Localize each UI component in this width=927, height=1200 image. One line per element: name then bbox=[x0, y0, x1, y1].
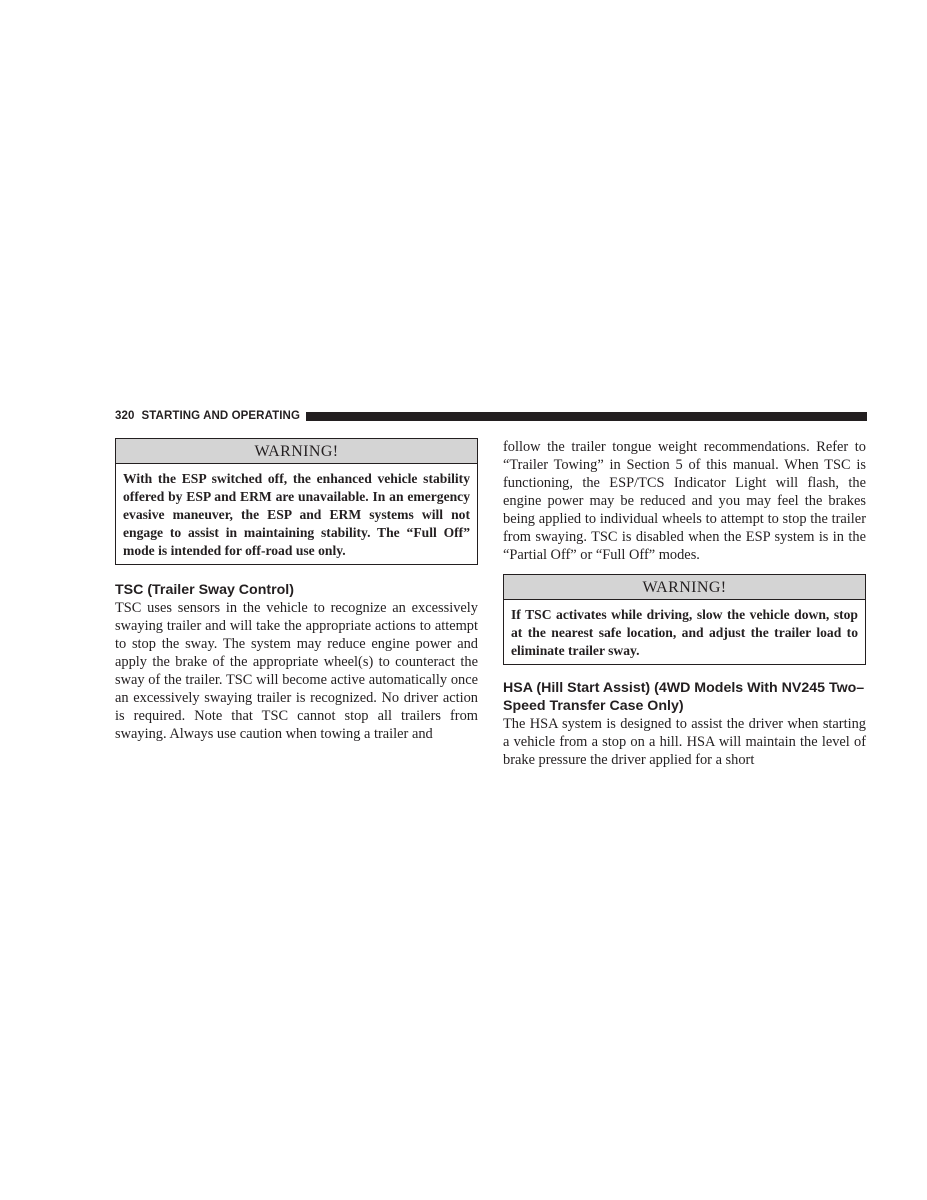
tsc-heading: TSC (Trailer Sway Control) bbox=[115, 582, 294, 598]
warning-title: WARNING! bbox=[504, 575, 865, 600]
esp-warning-box bbox=[115, 438, 478, 565]
warning-text: With the ESP switched off, the enhanced vehicle stability offered by ESP and ERM are unavailable. In an emergency evasive maneuver, the ESP and ERM systems will not engage to assist in maintaining stability. The “Full Off” mode is intended for off-road use only. bbox=[123, 471, 470, 558]
hsa-heading: HSA (Hill Start Assist) (4WD Models With NV245 Two–Speed Transfer Case Only) bbox=[503, 680, 865, 714]
warning-text: If TSC activates while driving, slow the vehicle down, stop at the nearest safe location, and adjust the trailer load to eliminate trailer sway. bbox=[511, 607, 858, 658]
left-column bbox=[115, 438, 478, 743]
tsc-continuation-paragraph: follow the trailer tongue weight recommendations. Refer to “Trailer Towing” in Section 5 of this manual. When TSC is functioning, the ESP/TCS Indicator Light will flash, the engine power may be reduced and you may feel the brakes being applied to individual wheels to attempt to stop the trailer from swaying. TSC is disabled when the ESP system is in the “Partial Off” or “Full Off” modes. bbox=[503, 439, 866, 563]
section-title: STARTING AND OPERATING bbox=[141, 410, 301, 422]
header-rule bbox=[306, 412, 867, 421]
right-column bbox=[503, 438, 866, 769]
page-number: 320 bbox=[115, 410, 135, 422]
warning-title: WARNING! bbox=[116, 439, 477, 464]
tsc-paragraph: TSC uses sensors in the vehicle to recognize an excessively swaying trailer and will take the appropriate actions to attempt to stop the sway. The system may reduce engine power and apply the brake of the appropriate wheel(s) to counteract the sway of the trailer. TSC will become active automatically once an excessively swaying trailer is recognized. No driver action is required. Note that TSC cannot stop all trailers from swaying. Always use caution when towing a trailer and bbox=[115, 600, 478, 742]
page-header bbox=[115, 409, 867, 423]
tsc-warning-box bbox=[503, 574, 866, 665]
hsa-paragraph: The HSA system is designed to assist the driver when starting a vehicle from a stop on a hill. HSA will maintain the level of brake pressure the driver applied for a short bbox=[503, 716, 866, 768]
